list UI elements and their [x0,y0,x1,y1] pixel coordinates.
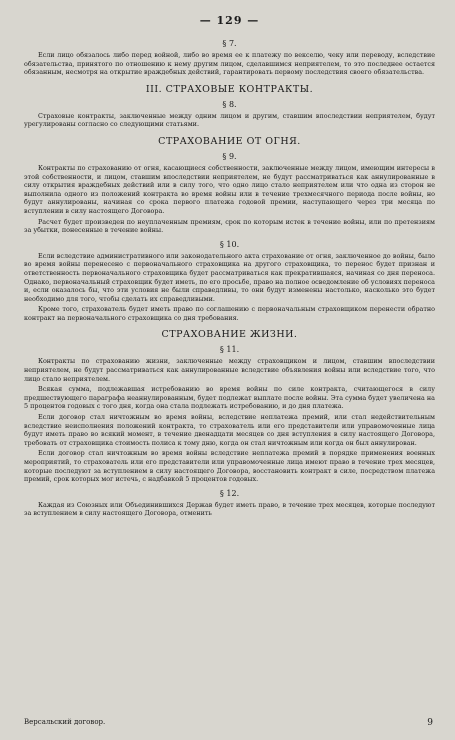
section-12-heading: § 12. [219,488,240,498]
paragraph-12: Каждая из Союзных или Объединившихся Держав будет иметь право, в течение трех месяцев, которые последуют за вступлением в силу настоящего Договора, отменить [24,500,435,518]
section-11-heading: § 11. [219,345,240,355]
paragraph-10a: Если вследствие административного или законодательного акта страхование от огня, заключенное до войны, было во время войны перенесено с первоначального страховщика на другого страховщика, то перенос будет признан и ответственность первоначального страховщика будет рассматриваться как прекратившаяся, начиная со дня переноса. Однако, первоначальный страховщик будет иметь, по его просьбе, право на полное осведомление об условиях переноса и, если оказалось бы, что эти условия не были справедливы, то они будут изменены настолько, насколько это будет необходимо для того, чтобы сделать их справедливыми. [24,251,435,303]
section-9-heading: § 9. [222,151,237,161]
section-7-heading: § 7. [222,39,237,48]
signature-number: 9 [427,718,433,728]
life-insurance-heading: СТРАХОВАНИЕ ЖИЗНИ. [161,329,298,341]
section-8-heading: § 8. [222,99,237,109]
paragraph-9b: Расчет будет произведен по неуплаченным премиям, срок по которым истек в течение войны, или по претензиям за убытки, понесенные в течение войны. [24,217,435,235]
paragraph-11c: Если договор стал ничтожным во время войны, вследствие неплатежа премий, или стал недействительным вследствие неисполнения положений контракта, то страхователь или его представители или управомоченные лица будут иметь право во всякий момент, в течение двенадцати месяцев со дня вступления в силу настоящего Договора, требовать от страховщика стоимость полиса к тому дню, когда он стал ничтожным или когда он был аннулирован. [24,413,435,447]
fire-insurance-heading: СТРАХОВАНИЕ ОТ ОГНЯ. [158,135,301,147]
paragraph-8: Страховые контракты, заключенные между одним лицом и другим, ставшим впоследствии неприятелем, будут урегулированы согласно со следующими статьями. [24,111,435,129]
paragraph-10b: Кроме того, страхователь будет иметь право по соглашению с первоначальным страховщиком перенести обратно контракт на первоначального страховщика со дня требования. [24,305,435,322]
paragraph-11a: Контракты по страхованию жизни, заключенные между страховщиком и лицом, ставшим впоследствии неприятелем, не будут рассматриваться как аннулированные вследствие объявления войны или вследствие того, что лицо стало неприятелем. [24,357,435,383]
paragraph-11d: Если договор стал ничтожным во время войны вследствие неплатежа премий в порядке применения военных мероприятий, то страхователь или его представители или управомоченные лица имеют право в течение трех месяцев, которые последуют за вступлением в силу настоящего Договора, восстановить контракт в силе, посредством платежа премий, срок которых мог истечь, с надбавкой 5 процентов годовых. [24,449,435,484]
paragraph-11b: Всякая сумма, подлежавшая истребованию во время войны по силе контракта, считающегося в силу предшествующего параграфа неаннулированным, будет подлежат выплате после войны. Эта сумма будет увеличена на 5 процентов годовых с того дня, когда она стала подлежать истребованию, и до дня платежа. [24,385,435,411]
paragraph-9a: Контракты по страхованию от огня, касающиеся собственности, заключенные между лицом, имеющим интересы в этой собственности, и лицом, ставшим впоследствии неприятелем, не будут рассматриваться как аннулированные в силу открытия враждебных действий или в силу того, что одно лицо стало неприятелем или что одна из сторон не выполнила одного из положений контракта во время войны или в течение трехмесячного периода после войны, но будут аннулированы, начиная со срока первого платежа годовой премии, наступающего через три месяца по вступлении в силу настоящего Договора. [24,163,435,215]
page-footer [24,718,433,728]
footer-title: Версальский договор. [24,718,106,726]
section-10-heading: § 10. [219,239,240,249]
page-number: — 129 — [199,14,260,27]
insurance-contracts-heading: III. СТРАХОВЫЕ КОНТРАКТЫ. [145,83,314,95]
paragraph-7: Если лицо обязалось либо перед войной, либо во время ее к платежу по векселю, чеку или переводу, вследствие обязательства, принятого по отношению к нему другим лицом, сделавшимся неприятелем, то это последнее остается обязанным, несмотря на открытие враждебных действий, гарантировать первому последствия своего обязательства. [24,51,435,77]
